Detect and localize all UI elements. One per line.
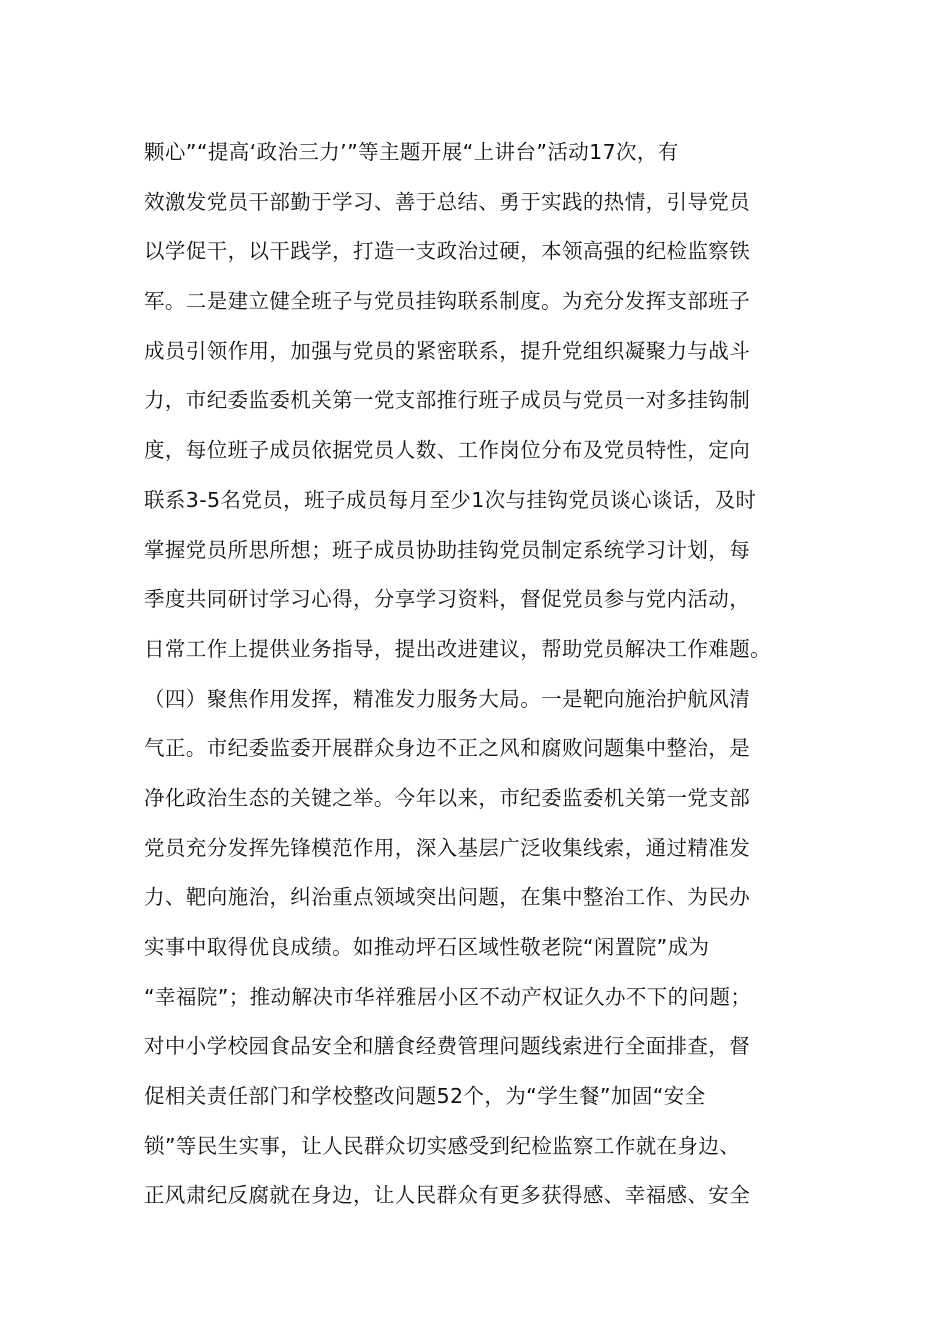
text-line: 对中小学校园食品安全和膳食经费管理问题线索进行全面排查，督 [144,1034,751,1059]
text-line: 正风肃纪反腐就在身边，让人民群众有更多获得感、幸福感、安全 [144,1183,751,1208]
text-line: 力、靶向施治，纠治重点领域突出问题，在集中整治工作、为民办 [144,885,751,910]
text-line: 力，市纪委监委机关第一党支部推行班子成员与党员一对多挂钩制 [144,388,751,413]
text-line: 日常工作上提供业务指导，提出改进建议，帮助党员解决工作难题。 [144,636,771,661]
text-line: 掌握党员所思所想；班子成员协助挂钩党员制定系统学习计划，每 [144,537,751,562]
text-line: 实事中取得优良成绩。如推动坪石区域性敬老院“闲置院”成为 [144,935,710,959]
body-text [144,132,864,1225]
text-line: 成员引领作用，加强与党员的紧密联系，提升党组织凝聚力与战斗 [144,338,751,363]
text-line: 气正。市纪委监委开展群众身边不正之风和腐败问题集中整治，是 [144,736,751,761]
text-line: 促相关责任部门和学校整改问题52个，为“学生餐”加固“安全 [144,1084,706,1109]
text-line: “幸福院”；推动解决市华祥雅居小区不动产权证久办不下的问题； [144,984,752,1009]
text-line: 度，每位班子成员依据党员人数、工作岗位分布及党员特性，定向 [144,438,751,463]
text-line: 净化政治生态的关键之举。今年以来，市纪委监委机关第一党支部 [144,785,751,810]
section-heading-line: （四）聚焦作用发挥，精准发力服务大局。一是靶向施治护航风清 [144,686,751,711]
text-line: 军。二是建立健全班子与党员挂钩联系制度。为充分发挥支部班子 [144,289,751,314]
text-line: 以学促干，以干践学，打造一支政治过硬，本领高强的纪检监察铁 [144,239,751,264]
text-line: 颗心”“提高‘政治三力’”等主题开展“上讲台”活动17次，有 [144,140,679,164]
text-line: 联系3-5名党员，班子成员每月至少1次与挂钩党员谈心谈话，及时 [144,487,757,512]
text-line: 党员充分发挥先锋模范作用，深入基层广泛收集线索，通过精准发 [144,835,751,860]
text-line: 锁”等民生实事，让人民群众切实感受到纪检监察工作就在身边、 [144,1133,741,1158]
text-line: 效激发党员干部勤于学习、善于总结、勇于实践的热情，引导党员 [144,189,751,214]
text-line: 季度共同研讨学习心得，分享学习资料，督促党员参与党内活动， [144,587,751,612]
